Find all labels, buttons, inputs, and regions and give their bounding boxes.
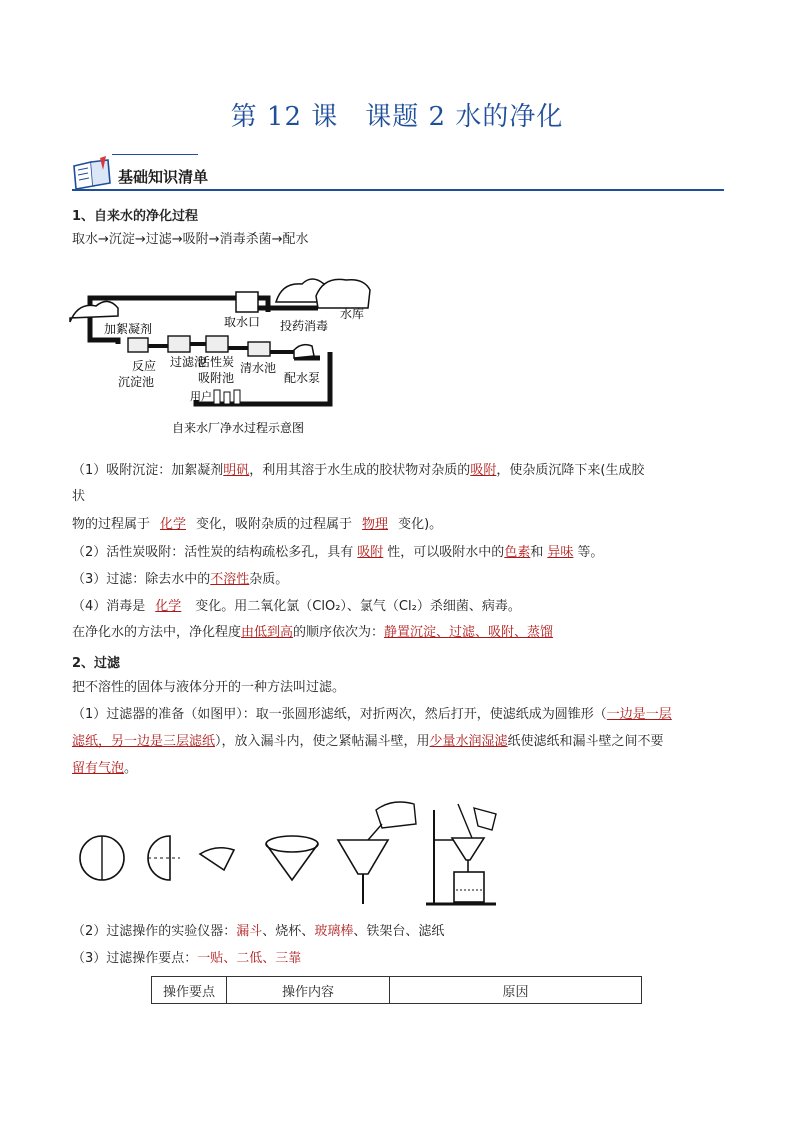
table-header-reason: 原因 <box>390 977 642 1004</box>
label-carbon2: 吸附池 <box>198 371 235 385</box>
para-1-wrap: 状 <box>72 489 86 504</box>
para-1: （1）吸附沉淀：加絮凝剂明矾，利用其溶于水生成的胶状物对杂质的吸附，使杂质沉降下来(生成胶 <box>72 463 645 478</box>
section-1-heading: 1、自来水的净化过程 <box>72 209 199 224</box>
section-2-heading: 2、过滤 <box>72 656 121 671</box>
label-carbon1: 活性炭 <box>198 355 235 369</box>
answer-three-layers: 滤纸，另一边是三层滤纸 <box>72 734 216 749</box>
answer-chemical: 化学 <box>160 517 187 532</box>
para-1b: 物的过程属于 化学 变化，吸附杂质的过程属于 物理 变化)。 <box>72 517 443 532</box>
answer-no-bubbles: 留有气泡 <box>72 761 125 776</box>
answer-adsorption: 吸附 <box>357 545 384 560</box>
filtration-intro: 把不溶性的固体与液体分开的一种方法叫过滤。 <box>72 680 346 695</box>
q1-line2: 滤纸，另一边是三层滤纸），放入漏斗内，使之紧帖漏斗壁，用少量水润湿滤纸使滤纸和漏斗壁之间不要 <box>72 734 664 749</box>
label-pump: 配水泵 <box>284 371 321 385</box>
answer-low-to-high: 由低到高 <box>241 625 294 640</box>
q1-line1: （1）过滤器的准备（如图甲）：取一张圆形滤纸，对折两次，然后打开，使滤纸成为圆锥形（一边是一层 <box>72 707 672 722</box>
answer-pigment: 色素 <box>504 545 531 560</box>
answer-order: 静置沉淀、过滤、吸附、蒸馏 <box>384 625 554 640</box>
q1-line3: 留有气泡。 <box>72 761 138 776</box>
banner-divider <box>72 189 724 191</box>
answer-one-two-three: 一贴、二低、三靠 <box>197 951 302 966</box>
answer-odor: 异味 <box>547 545 574 560</box>
filter-paper-quarter <box>200 848 234 870</box>
para-2: （2）活性炭吸附：活性炭的结构疏松多孔，具有 吸附 性，可以吸附水中的色素和 异味 等。 <box>72 545 604 560</box>
filter-paper-cone <box>266 836 318 880</box>
table-header-content: 操作内容 <box>227 977 390 1004</box>
process-flow: 取水→沉淀→过滤→吸附→消毒杀菌→配水 <box>72 232 309 247</box>
section-banner-label: 基础知识清单 <box>118 168 209 186</box>
label-react1: 反应 <box>132 359 157 373</box>
operation-table <box>151 976 642 1004</box>
label-clear: 清水池 <box>240 361 277 375</box>
label-filter: 过滤池 <box>170 355 207 369</box>
q3-keypoints: （3）过滤操作要点：一贴、二低、三靠 <box>72 951 302 966</box>
filter-paper-half <box>148 836 180 880</box>
para-3: （3）过滤：除去水中的不溶性杂质。 <box>72 572 289 587</box>
answer-adsorb: 吸附 <box>470 463 497 478</box>
q2-instruments: （2）过滤操作的实验仪器：漏斗、烧杯、玻璃棒、铁架台、滤纸 <box>72 924 445 939</box>
water-plant-diagram <box>68 272 388 444</box>
answer-chemical-2: 化学 <box>155 599 182 614</box>
label-reservoir: 水库 <box>340 307 365 321</box>
answer-physical: 物理 <box>362 517 389 532</box>
filter-paper-circle <box>80 836 124 880</box>
answer-wet-filter: 少量水润湿滤 <box>429 734 508 749</box>
answer-glass-rod: 玻璃棒 <box>314 924 354 939</box>
label-user: 用户 <box>190 390 212 403</box>
label-floc: 加絮凝剂 <box>104 322 153 336</box>
answer-mingfan: 明矾 <box>223 463 250 478</box>
diagram-caption: 自来水厂净水过程示意图 <box>172 421 305 435</box>
answer-funnel: 漏斗 <box>236 924 263 939</box>
para-5: 在净化水的方法中，净化程度由低到高的顺序依次为：静置沉淀、过滤、吸附、蒸馏 <box>72 625 554 640</box>
answer-insoluble: 不溶性 <box>210 572 250 587</box>
page-title: 第 12 课 课题 2 水的净化 <box>230 102 564 132</box>
banner-top-line <box>112 154 198 155</box>
filtration-stand <box>426 804 496 904</box>
funnel-with-beaker <box>338 802 416 904</box>
para-4: （4）消毒是 化学 变化。用二氧化氯（ClO₂）、氯气（Cl₂）杀细菌、病毒。 <box>72 599 521 614</box>
label-intake: 取水口 <box>224 315 261 329</box>
label-react2: 沉淀池 <box>118 375 155 389</box>
table-header-point: 操作要点 <box>152 977 227 1004</box>
table-header-row <box>152 977 642 1004</box>
label-disinfect: 投药消毒 <box>280 319 329 333</box>
intake-box <box>236 292 258 312</box>
filter-preparation-diagram <box>76 800 526 914</box>
answer-one-layer: 一边是一层 <box>606 707 672 722</box>
